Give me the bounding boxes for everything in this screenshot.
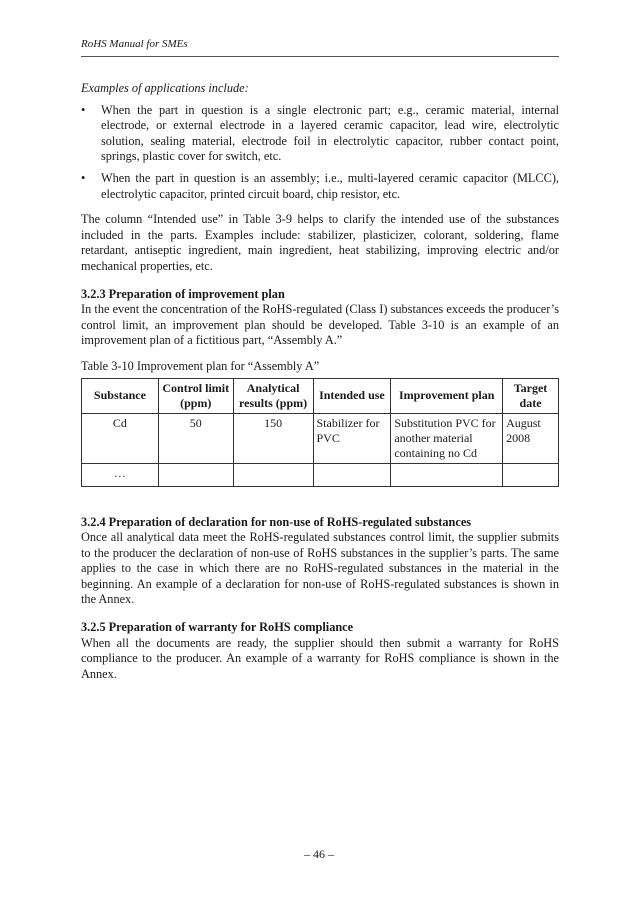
table-row (82, 463, 559, 486)
table-cell: 150 (233, 413, 313, 463)
page-number: – 46 – (304, 847, 334, 861)
table-cell: … (82, 463, 159, 486)
section-3-2-4-title: 3.2.4 Preparation of declaration for non-use of RoHS-regulated substances (81, 514, 472, 529)
section-3-2-5-body: When all the documents are ready, the supplier should then submit a warranty for RoHS compliance to the producer. An example of a warranty for RoHS compliance is shown in the Annex. (81, 635, 559, 681)
header-rule (81, 56, 559, 57)
table-cell (233, 463, 313, 486)
table-cell (313, 463, 391, 486)
intended-use-paragraph: The column “Intended use” in Table 3-9 helps to clarify the intended use of the substances included in the parts. Examples include: stabilizer, plasticizer, colorant, soldering, flame retardant, antiseptic ingredient, main ingredient, heat stabilizing, improving electric and/or mechanical properties, etc. (81, 212, 559, 273)
column-header-analytical-results: Analytical results (ppm) (233, 378, 313, 413)
column-header-improvement-plan: Improvement plan (391, 378, 503, 413)
section-3-2-3-title: 3.2.3 Preparation of improvement plan (81, 286, 285, 301)
table-cell (158, 463, 233, 486)
improvement-plan-table (81, 378, 559, 487)
examples-intro: Examples of applications include: (81, 81, 249, 95)
spacer (81, 487, 559, 507)
table-cell: Stabilizer for PVC (313, 413, 391, 463)
column-header-intended-use: Intended use (313, 378, 391, 413)
list-item (81, 103, 559, 165)
list-item (81, 171, 559, 202)
column-header-target-date: Target date (503, 378, 559, 413)
section-3-2-5-title: 3.2.5 Preparation of warranty for RoHS compliance (81, 620, 354, 635)
bullet-icon: • (81, 102, 86, 117)
bullet-icon: • (81, 170, 86, 185)
table-caption: Table 3-10 Improvement plan for “Assembly A” (81, 358, 320, 373)
table-cell: 50 (158, 413, 233, 463)
table-cell: Cd (82, 413, 159, 463)
table-header-row (82, 378, 559, 413)
table-cell: Substitution PVC for another material containing no Cd (391, 413, 503, 463)
page-content (81, 71, 559, 682)
column-header-control-limit: Control limit (ppm) (158, 378, 233, 413)
bullet-text: When the part in question is a single electronic part; e.g., ceramic material, internal electrode, or external electrode in a layered ceramic capacitor, lead wire, electrolytic solution, sealing material, electrode foil in electrolytic capacitor, rubber contact point, springs, plastic cover for switch, etc. (101, 102, 559, 164)
table-cell (391, 463, 503, 486)
table-row (82, 413, 559, 463)
running-header: RoHS Manual for SMEs (81, 38, 188, 50)
column-header-substance: Substance (82, 378, 159, 413)
bullet-text: When the part in question is an assembly; i.e., multi-layered ceramic capacitor (MLCC), electrolytic capacitor, printed circuit board, chip resistor, etc. (101, 170, 559, 201)
section-3-2-3-body: In the event the concentration of the RoHS-regulated (Class I) substances exceeds the producer’s control limit, an improvement plan should be developed. Table 3-10 is an example of an improvement plan of a fictitious part, “Assembly A.” (81, 302, 559, 348)
table-cell: August 2008 (503, 413, 559, 463)
table-cell (503, 463, 559, 486)
section-3-2-4-body: Once all analytical data meet the RoHS-regulated substances control limit, the supplier submits to the producer the declaration of non-use of RoHS substances in the supplier’s parts. The same applies to the case in which there are no RoHS-regulated substances in the material in the beginning. An example of a declaration for non-use of RoHS-regulated substances is shown in the Annex. (81, 530, 559, 607)
bullet-list (81, 103, 559, 203)
